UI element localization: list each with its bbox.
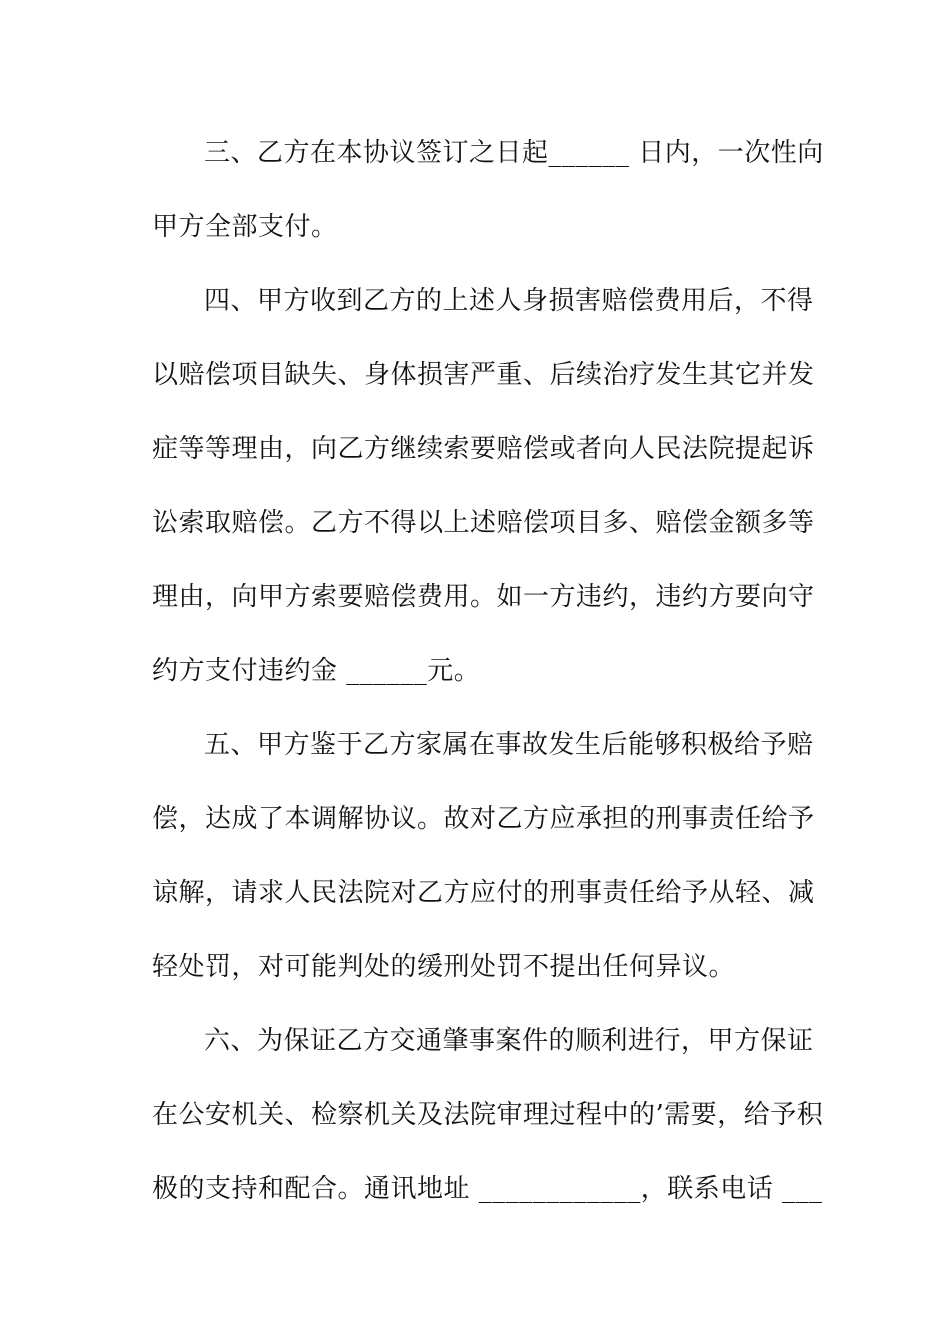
paragraph-line: 理由，向甲方索要赔偿费用。如一方违约，违约方要向守 (152, 582, 815, 612)
paragraph-line: 偿，达成了本调解协议。故对乙方应承担的刑事责任给予 (152, 804, 815, 834)
paragraph-line: 谅解，请求人民法院对乙方应付的刑事责任给予从轻、减 (152, 878, 815, 908)
paragraph-line: 以赔偿项目缺失、身体损害严重、后续治疗发生其它并发 (152, 360, 815, 390)
paragraph-line: 极的支持和配合。通讯地址 ____________，联系电话 ___ (152, 1174, 823, 1204)
paragraph-line: 讼索取赔偿。乙方不得以上述赔偿项目多、赔偿金额多等 (152, 508, 815, 538)
document-body (152, 116, 824, 1226)
paragraph-line: 五、甲方鉴于乙方家属在事故发生后能够积极给予赔 (204, 730, 814, 760)
paragraph-line: 三、乙方在本协议签订之日起______ 日内，一次性向 (204, 138, 824, 168)
paragraph-line: 症等等理由，向乙方继续索要赔偿或者向人民法院提起诉 (152, 434, 815, 464)
paragraph-line: 约方支付违约金 ______元。 (152, 656, 481, 686)
paragraph-line: 六、为保证乙方交通肇事案件的顺利进行，甲方保证 (204, 1026, 814, 1056)
paragraph-line: 轻处罚，对可能判处的缓刑处罚不提出任何异议。 (152, 952, 736, 982)
paragraph-line: 在公安机关、检察机关及法院审理过程中的’需要，给予积 (152, 1100, 824, 1130)
paragraph-line: 四、甲方收到乙方的上述人身损害赔偿费用后，不得 (204, 286, 814, 316)
paragraph-line: 甲方全部支付。 (152, 212, 338, 242)
